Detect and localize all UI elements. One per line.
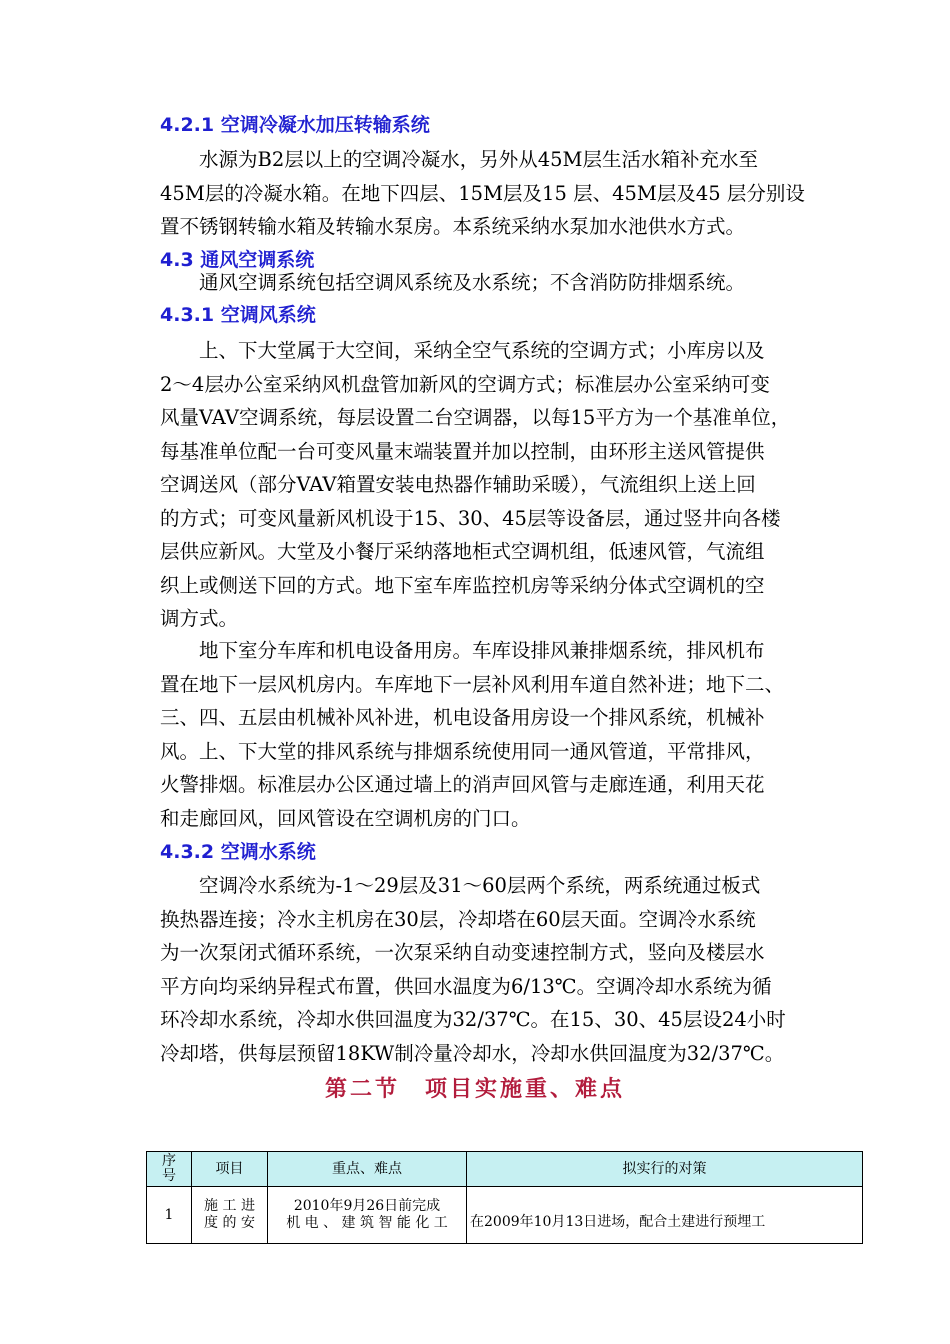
text-line: 三、四、五层由机械补风补进，机电设备用房设一个排风系统，机械补 <box>160 706 765 729</box>
heading-4-2-1: 4.2.1 空调冷凝水加压转输系统 <box>160 114 430 136</box>
heading-4-3-1: 4.3.1 空调风系统 <box>160 304 316 326</box>
header-no: 序 号 <box>147 1152 192 1187</box>
text-line: 上、下大堂属于大空间，采纳全空气系统的空调方式；小库房以及 <box>160 339 765 362</box>
section-title: 第二节 项目实施重、难点 <box>324 1076 625 1102</box>
text-line: 置不锈钢转输水箱及转输水泵房。本系统采纳水泵加水池供水方式。 <box>160 215 746 238</box>
text-line: 的方式；可变风量新风机设于15、30、45层等设备层，通过竖井向各楼 <box>160 506 781 530</box>
text-line: 环冷却水系统，冷却水供回温度为32/37℃。在15、30、45层设24小时 <box>160 1008 786 1031</box>
text-line: 风量VAV空调系统，每层设置二台空调器，以每15平方为一个基准单位， <box>160 406 791 429</box>
table-header-row <box>147 1152 863 1187</box>
header-key-points: 重点、难点 <box>268 1152 467 1187</box>
text-line: 平方向均采纳异程式布置，供回水温度为6/13℃。空调冷却水系统为循 <box>160 974 772 998</box>
paragraph-basement-ventilation <box>160 634 880 835</box>
cell-measures: 在2009年10月13日进场，配合土建进行预埋工 <box>467 1187 863 1244</box>
text-line: 层供应新风。大堂及小餐厅采纳落地柜式空调机组，低速风管，气流组 <box>160 540 765 563</box>
text-line: 风。上、下大堂的排风系统与排烟系统使用同一通风管道，平常排风， <box>160 739 765 763</box>
cell-no: 1 <box>147 1187 192 1244</box>
text-line: 空调送风（部分VAV箱置安装电热器作辅助采暖），气流组织上送上回 <box>160 473 756 496</box>
text-line: 调方式。 <box>160 607 239 630</box>
text-line: 火警排烟。标准层办公区通过墙上的消声回风管与走廊连通，利用天花 <box>160 773 765 796</box>
header-measures: 拟实行的对策 <box>467 1152 863 1187</box>
text-line: 2～4层办公室采纳风机盘管加新风的空调方式；标准层办公室采纳可变 <box>160 372 770 396</box>
text-line: 织上或侧送下回的方式。地下室车库监控机房等采纳分体式空调机的空 <box>160 573 765 597</box>
text-line: 空调冷水系统为-1～29层及31～60层两个系统，两系统通过板式 <box>160 874 761 897</box>
cell-key-points: 2010年9月26日前完成 机 电 、 建 筑 智 能 化 工 <box>268 1187 467 1244</box>
text-line: 通风空调系统包括空调风系统及水系统；不含消防防排烟系统。 <box>160 271 746 294</box>
text-line: 置在地下一层风机房内。车库地下一层补风利用车道自然补进；地下二、 <box>160 672 785 696</box>
text-line: 水源为B2层以上的空调冷凝水，另外从45M层生活水箱补充水至 <box>160 148 759 171</box>
key-points-table <box>146 1151 863 1244</box>
table-row <box>147 1187 863 1244</box>
paragraph-air-system <box>160 334 880 636</box>
text-line: 换热器连接；冷水主机房在30层，冷却塔在60层天面。空调冷水系统 <box>160 907 756 931</box>
paragraph-hvac-overview <box>160 266 880 300</box>
text-line: 地下室分车库和机电设备用房。车库设排风兼排烟系统，排风机布 <box>160 639 765 662</box>
header-item: 项目 <box>192 1152 268 1187</box>
text-line: 冷却塔，供每层预留18KW制冷量冷却水，冷却水供回温度为32/37℃。 <box>160 1041 785 1065</box>
paragraph-condensate-system <box>160 143 880 244</box>
cell-item: 施 工 进 度 的 安 <box>192 1187 268 1244</box>
heading-4-3: 4.3 通风空调系统 <box>160 249 315 271</box>
paragraph-water-system <box>160 869 880 1070</box>
text-line: 45M层的冷凝水箱。在地下四层、15M层及15 层、45M层及45 层分别设 <box>160 181 805 205</box>
heading-4-3-2: 4.3.2 空调水系统 <box>160 841 316 863</box>
text-line: 为一次泵闭式循环系统，一次泵采纳自动变速控制方式，竖向及楼层水 <box>160 941 765 964</box>
text-line: 和走廊回风，回风管设在空调机房的门口。 <box>160 806 531 830</box>
text-line: 每基准单位配一台可变风量末端装置并加以控制，由环形主送风管提供 <box>160 439 765 463</box>
